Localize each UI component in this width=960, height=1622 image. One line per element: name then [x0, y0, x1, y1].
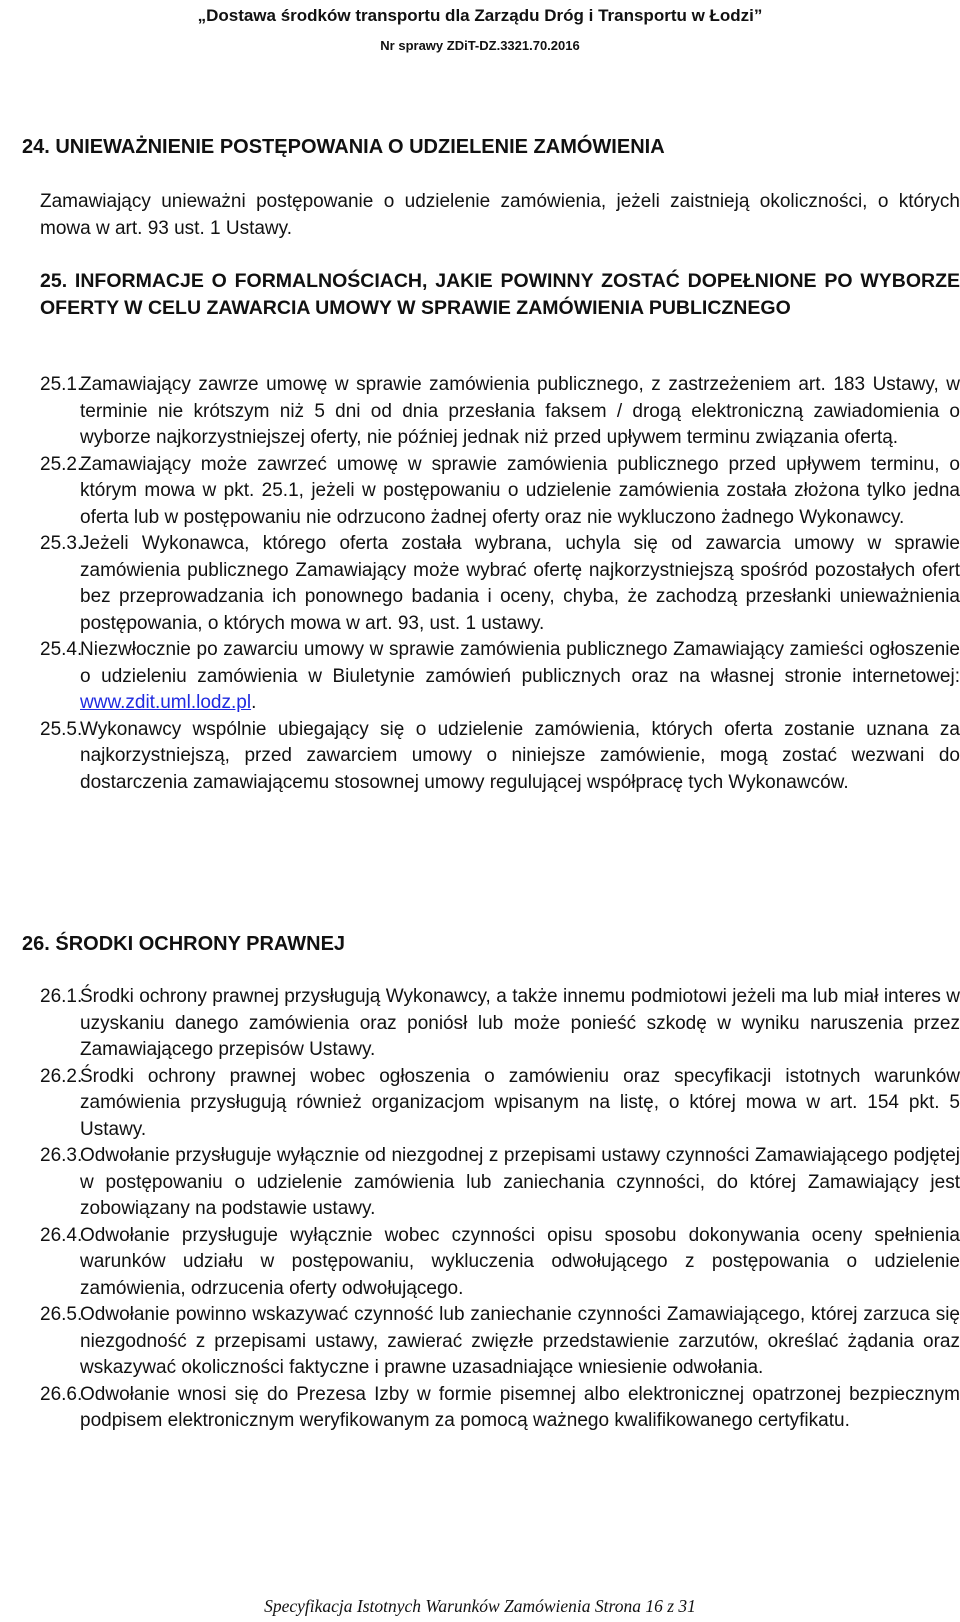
item-text: Niezwłocznie po zawarciu umowy w sprawie zamówienia publicznego Zamawiający zamieści ogłoszenie o udzieleniu zamówienia w Biuletynie zamówień publicznych oraz na własnej stronie internetowej: [80, 639, 960, 687]
list-item [0, 1223, 960, 1303]
list-item [0, 452, 960, 532]
item-text: Środki ochrony prawnej wobec ogłoszenia o zamówieniu oraz specyfikacji istotnych warunków zamówienia przysługują również organizacjom wpisanym na listę, o której mowa w art. 154 pkt. 5 Ustawy. [80, 1065, 960, 1140]
item-number: 26.6. [40, 1383, 83, 1405]
item-text-with-link [80, 637, 960, 717]
list-item [0, 1143, 960, 1223]
footer-text: Specyfikacja Istotnych Warunków Zamówienia Strona [264, 1596, 646, 1616]
website-link[interactable]: www.zdit.uml.lodz.pl [80, 692, 252, 713]
item-text: Odwołanie wnosi się do Prezesa Izby w formie pisemnej albo elektronicznej opatrzonej bezpiecznym podpisem elektronicznym weryfikowanym za pomocą ważnego kwalifikowanego certyfikatu. [80, 1383, 960, 1431]
page-footer [0, 1596, 960, 1617]
list-item [0, 637, 960, 717]
section-25-list [0, 372, 960, 796]
section-24-body: Zamawiający unieważni postępowanie o udzielenie zamówienia, jeżeli zaistnieją okoliczności, o których mowa w art. 93 ust. 1 Ustawy. [40, 191, 960, 239]
item-text: Wykonawcy wspólnie ubiegający się o udzielenie zamówienia, których oferta zostanie uznana za najkorzystniejszą, przed zawarciem umowy o niniejsze zamówienie, mogą zostać wezwani do dostarczenia zamawiającemu stosownej umowy regulującej współpracę tych Wykonawców. [80, 718, 960, 793]
item-text: Zamawiający zawrze umowę w sprawie zamówienia publicznego, z zastrzeżeniem art. 183 Ustawy, w terminie nie krótszym niż 5 dni od dnia przesłania faksem / drogą elektroniczną zawiadomienia o wyborze najkorzystniejszej oferty, nie później jednak niż przed upływem terminu związania ofertą. [80, 374, 960, 448]
item-text: Zamawiający może zawrzeć umowę w sprawie zamówienia publicznego przed upływem terminu, o którym mowa w pkt. 25.1, jeżeli w postępowaniu o udzielenie zamówienia została złożona tylko jedna oferta lub w postępowaniu nie odrzucono żadnej oferty oraz nie wykluczono żadnego Wykonawcy. [80, 453, 960, 528]
list-item [0, 1382, 960, 1435]
item-number: 25.1. [40, 374, 83, 395]
section-26-heading: 26. ŚRODKI OCHRONY PRAWNEJ [22, 933, 346, 955]
item-text: Odwołanie powinno wskazywać czynność lub zaniechanie czynności Zamawiającego, której zarzuca się niezgodność z przepisami ustawy, zawierać zwięzłe przedstawienie zarzutów, określać żądania oraz wskazywać okoliczności faktyczne i prawne uzasadniające wniesienie odwołania. [80, 1304, 960, 1378]
list-item [0, 984, 960, 1064]
item-number: 26.3. [40, 1145, 83, 1166]
page-number: 16 [645, 1596, 663, 1616]
item-number: 26.1. [40, 986, 83, 1007]
item-text-end: . [251, 692, 257, 713]
item-text: Odwołanie przysługuje wyłącznie od niezgodnej z przepisami ustawy czynności Zamawiającego podjętej w postępowaniu o udzielenie zamówienia lub zaniechania czynności, do której Zamawiający jest zobowiązany na podstawie ustawy. [80, 1145, 960, 1219]
section-25-heading: 25. INFORMACJE O FORMALNOŚCIACH, JAKIE POWINNY ZOSTAĆ DOPEŁNIONE PO WYBORZE OFERTY W CELU ZAWARCIA UMOWY W SPRAWIE ZAMÓWIENIA PUBLICZNEGO [40, 270, 960, 319]
case-number: Nr sprawy ZDiT-DZ.3321.70.2016 [380, 38, 580, 53]
page-total: 31 [678, 1596, 696, 1616]
item-text: Jeżeli Wykonawca, którego oferta została wybrana, uchyla się od zawarcia umowy w sprawie zamówienia publicznego Zamawiający może wybrać ofertę najkorzystniejszą spośród pozostałych ofert bez przeprowadzania ich ponownego badania i oceny, chyba, że zachodzą przesłanki unieważnienia postępowania, o których mowa w art. 93, ust. 1 ustawy. [80, 533, 960, 634]
list-item [0, 717, 960, 797]
item-number: 25.2. [40, 453, 83, 475]
list-item [0, 531, 960, 637]
list-item [0, 1064, 960, 1144]
item-number: 26.2. [40, 1065, 83, 1087]
item-number: 26.5. [40, 1304, 83, 1325]
item-text: Odwołanie przysługuje wyłącznie wobec czynności opisu sposobu dokonywania oceny spełnienia warunków udziału w postępowaniu, wykluczenia odwołującego z postępowania o udzielenie zamówienia, odrzucenia oferty odwołującego. [80, 1224, 960, 1299]
section-24-heading: 24. UNIEWAŻNIENIE POSTĘPOWANIA O UDZIELENIE ZAMÓWIENIA [22, 136, 665, 158]
section-26-list [0, 984, 960, 1435]
list-item [0, 1302, 960, 1382]
document-header-title: „Dostawa środków transportu dla Zarządu Dróg i Transportu w Łodzi” [197, 6, 763, 25]
item-number: 26.4. [40, 1224, 83, 1246]
item-number: 25.4. [40, 639, 83, 660]
item-text: Środki ochrony prawnej przysługują Wykonawcy, a także innemu podmiotowi jeżeli ma lub miał interes w uzyskaniu danego zamówienia oraz poniósł lub może ponieść szkodę w wyniku naruszenia przez Zamawiającego przepisów Ustawy. [80, 986, 960, 1060]
list-item [0, 372, 960, 452]
item-number: 25.3. [40, 533, 83, 554]
footer-separator: z [662, 1596, 679, 1616]
item-number: 25.5. [40, 718, 83, 740]
